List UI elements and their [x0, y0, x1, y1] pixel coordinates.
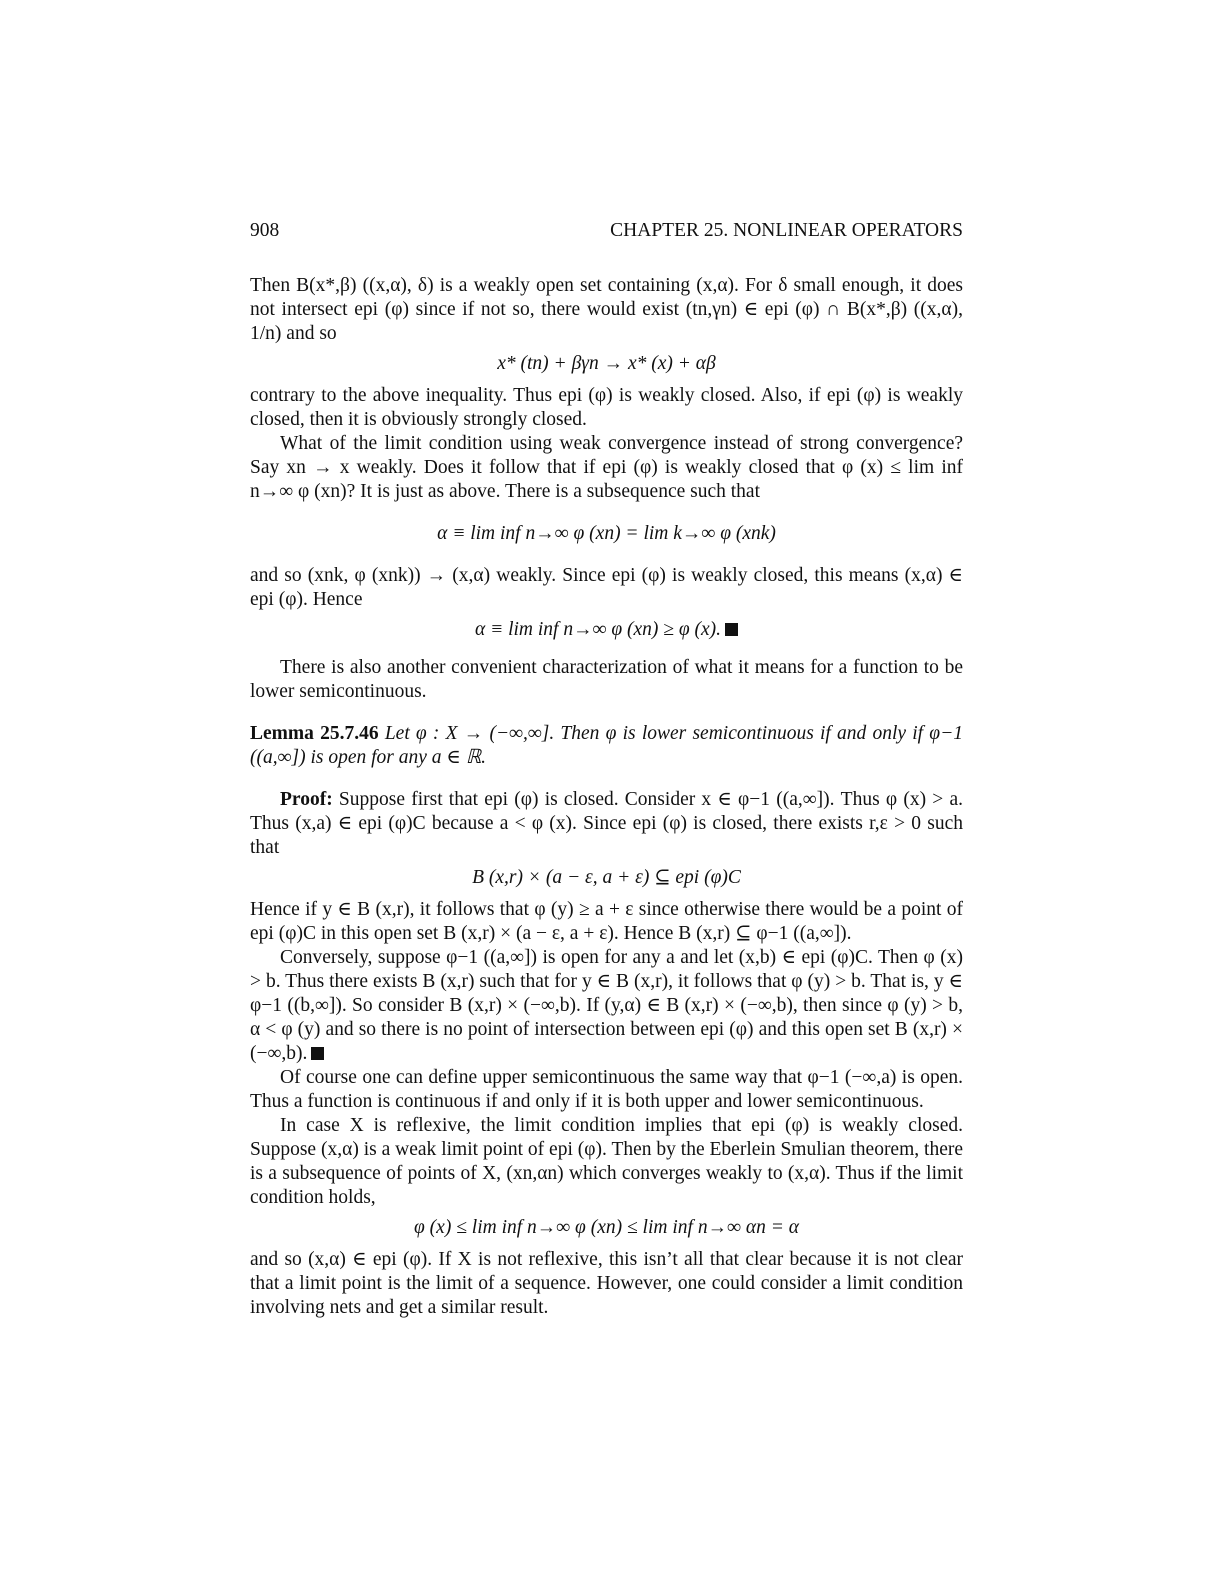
qed-symbol — [725, 623, 738, 636]
lemma-label: Lemma 25.7.46 — [250, 723, 379, 744]
proof-label: Proof: — [280, 789, 333, 810]
equation-5: φ (x) ≤ lim inf n→∞ φ (xn) ≤ lim inf n→∞ αn = α — [414, 1217, 799, 1238]
paragraph-9: Of course one can define upper semicontinuous the same way that φ−1 (−∞,a) is open. Thus a function is continuous if and only if it is both upper and lower semicontinuous. — [250, 1067, 963, 1112]
qed-symbol-2 — [311, 1047, 324, 1060]
paragraph-2: contrary to the above inequality. Thus epi (φ) is weakly closed. Also, if epi (φ) is weakly closed, then it is obviously strongly closed. — [250, 385, 963, 430]
page-body — [250, 274, 963, 1320]
equation-1: x* (tn) + βγn → x* (x) + αβ — [497, 353, 716, 374]
paragraph-10: In case X is reflexive, the limit condition implies that epi (φ) is weakly closed. Suppose (x,α) is a weak limit point of epi (φ). Then by the Eberlein Smulian theorem, there is a subsequence of points of X, (xn,αn) which converges weakly to (x,α). Thus if the limit condition holds, — [250, 1115, 963, 1208]
paragraph-3: What of the limit condition using weak convergence instead of strong convergence? Say xn → x weakly. Does it follow that if epi (φ) is weakly closed that φ (x) ≤ lim inf n→∞ φ (xn)? It is just as above. There is a subsequence such that — [250, 433, 963, 502]
paragraph-5: There is also another convenient characterization of what it means for a function to be lower semicontinuous. — [250, 657, 963, 702]
paragraph-1: Then B(x*,β) ((x,α), δ) is a weakly open set containing (x,α). For δ small enough, it does not intersect epi (φ) since if not so, there would exist (tn,γn) ∈ epi (φ) ∩ B(x*,β) ((x,α), 1/n) and so — [250, 275, 963, 344]
paragraph-8-text: Conversely, suppose φ−1 ((a,∞]) is open for any a and let (x,b) ∈ epi (φ)C. Then φ (x) > b. Thus there exists B (x,r) such that for y ∈ B (x,r), it follows that φ (y) > b. That is, y ∈ φ−1 ((b,∞]). So consider B (x,r) × (−∞,b). If (y,α) ∈ B (x,r) × (−∞,b), then since φ (y) > b, α < φ (y) and so there is no point of intersection between epi (φ) and this open set B (x,r) × (−∞,b). — [250, 947, 963, 1064]
lemma-statement: Let φ : X → (−∞,∞]. Then φ is lower semicontinuous if and only if φ−1 ((a,∞]) is open for any a ∈ ℝ. — [250, 723, 963, 768]
page-number: 908 — [250, 220, 280, 241]
equation-2: α ≡ lim inf n→∞ φ (xn) = lim k→∞ φ (xnk) — [437, 523, 776, 544]
equation-3-text: α ≡ lim inf n→∞ φ (xn) ≥ φ (x). — [474, 619, 722, 640]
equation-4: B (x,r) × (a − ε, a + ε) ⊆ epi (φ)C — [472, 867, 741, 888]
page-header — [250, 220, 963, 242]
lemma — [250, 722, 963, 770]
paragraph-4: and so (xnk, φ (xnk)) → (x,α) weakly. Since epi (φ) is weakly closed, this means (x,α) ∈ epi (φ). Hence — [250, 565, 963, 610]
paragraph-11: and so (x,α) ∈ epi (φ). If X is not reflexive, this isn’t all that clear because it is not clear that a limit point is the limit of a sequence. However, one could consider a limit condition involving nets and get a similar result. — [250, 1249, 963, 1318]
chapter-title: CHAPTER 25. NONLINEAR OPERATORS — [610, 220, 963, 241]
paragraph-7: Hence if y ∈ B (x,r), it follows that φ (y) ≥ a + ε since otherwise there would be a point of epi (φ)C in this open set B (x,r) × (a − ε, a + ε). Hence B (x,r) ⊆ φ−1 ((a,∞]). — [250, 899, 963, 944]
paragraph-8 — [250, 946, 963, 1066]
proof-text: Suppose first that epi (φ) is closed. Consider x ∈ φ−1 ((a,∞]). Thus φ (x) > a. Thus (x,a) ∈ epi (φ)C because a < φ (x). Since epi (φ) is closed, there exists r,ε > 0 such that — [250, 789, 963, 858]
equation-3 — [250, 618, 963, 642]
paragraph-6 — [250, 788, 963, 860]
